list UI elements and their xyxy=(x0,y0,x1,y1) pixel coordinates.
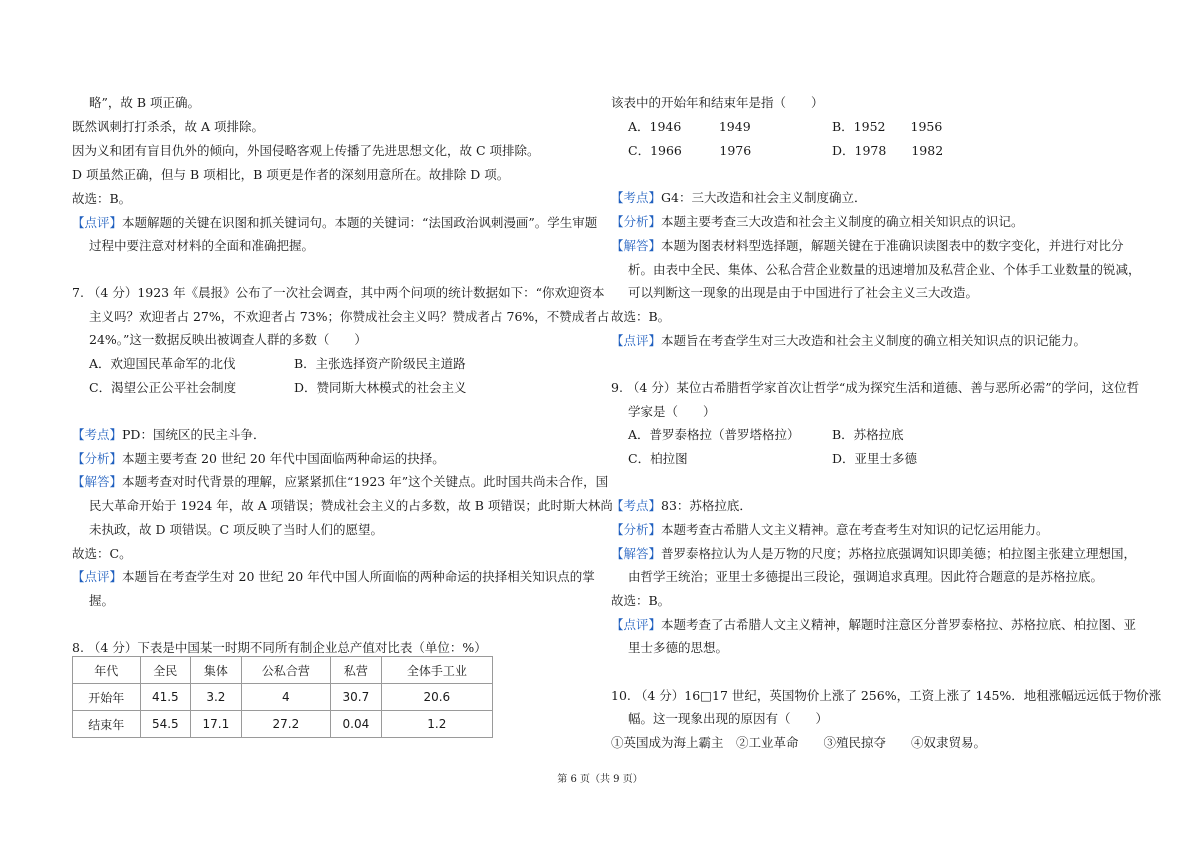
analysis-line xyxy=(611,214,1024,230)
table-header: 年代 xyxy=(73,657,141,684)
text-line: D 项虽然正确，但与 B 项相比，B 项更是作者的深刻用意所在。故排除 D 项。 xyxy=(72,167,510,182)
text-line: 该表中的开始年和结束年是指（ ） xyxy=(611,95,824,110)
table-cell: 0.04 xyxy=(331,711,382,738)
analysis-line xyxy=(72,451,445,467)
option-a: A．欢迎国民革命军的北伐 xyxy=(89,356,236,371)
table-cell: 20.6 xyxy=(381,684,492,711)
knowledge-point-text: G4：三大改造和社会主义制度确立． xyxy=(661,190,867,205)
analysis-tag: 【分析】 xyxy=(611,214,662,229)
data-table xyxy=(72,656,493,738)
solution-line xyxy=(611,238,1124,254)
table-header: 集体 xyxy=(191,657,242,684)
table-row xyxy=(73,684,493,711)
page-footer: 第 6 页（共 9 页） xyxy=(557,774,643,785)
knowledge-point-line xyxy=(611,498,752,514)
table-header: 全体手工业 xyxy=(381,657,492,684)
answer-line: 故选：B。 xyxy=(72,191,132,206)
answer-line: 故选：C。 xyxy=(72,546,132,561)
analysis-tag: 【分析】 xyxy=(72,451,123,466)
text-line: 因为义和团有盲目仇外的倾向，外国侵略客观上传播了先进思想文化，故 C 项排除。 xyxy=(72,143,540,158)
review-tag: 【点评】 xyxy=(72,569,123,584)
text-line: 学家是（ ） xyxy=(628,404,716,419)
table-cell: 3.2 xyxy=(191,684,242,711)
text-line: ①英国成为海上霸主 ②工业革命 ③殖民掠夺 ④奴隶贸易。 xyxy=(611,735,987,750)
table-cell: 41.5 xyxy=(140,684,191,711)
option-d: D．1978 1982 xyxy=(832,143,944,158)
option-c: C．柏拉图 xyxy=(628,451,688,466)
question-10-stem: 10. （4 分）16□17 世纪，英国物价上涨了 256%，工资上涨了 145%．地租涨幅远远低于物价涨 xyxy=(611,688,1162,703)
text-line: 过程中要注意对材料的全面和准确把握。 xyxy=(89,238,315,253)
analysis-text: 本题主要考查三大改造和社会主义制度的确立相关知识点的识记。 xyxy=(661,214,1024,229)
text-line: 略”，故 B 项正确。 xyxy=(89,95,201,110)
option-a: A．普罗泰格拉（普罗塔格拉） xyxy=(628,427,800,442)
table-cell: 54.5 xyxy=(140,711,191,738)
review-text: 本题旨在考查学生对三大改造和社会主义制度的确立相关知识点的识记能力。 xyxy=(661,333,1087,348)
solution-text: 本题考查对时代背景的理解，应紧紧抓住“1923 年”这个关键点。此时国共尚未合作，国 xyxy=(122,474,609,489)
analysis-text: 本题考查古希腊人文主义精神。意在考查考生对知识的记忆运用能力。 xyxy=(661,522,1049,537)
text-line: 民大革命开始于 1924 年，故 A 项错误；赞成社会主义的占多数，故 B 项错误；此时斯大林尚 xyxy=(89,498,613,513)
question-8-stem: 8. （4 分）下表是中国某一时期不同所有制企业总产值对比表（单位：%） xyxy=(72,640,487,655)
review-text: 本题考查了古希腊人文主义精神，解题时注意区分普罗泰格拉、苏格拉底、柏拉图、亚 xyxy=(661,617,1137,632)
knowledge-point-text: 83：苏格拉底． xyxy=(661,498,752,513)
table-cell: 30.7 xyxy=(331,684,382,711)
review-line xyxy=(72,569,595,585)
answer-line: 故选：B。 xyxy=(611,593,671,608)
solution-tag: 【解答】 xyxy=(611,238,662,253)
text-line: 可以判断这一现象的出现是由于中国进行了社会主义三大改造。 xyxy=(628,285,979,300)
option-d: D．赞同斯大林模式的社会主义 xyxy=(294,380,467,395)
text-line: 析。由表中全民、集体、公私合营企业数量的迅速增加及私营企业、个体手工业数量的锐减， xyxy=(628,262,1141,277)
table-cell: 17.1 xyxy=(191,711,242,738)
table-header-row xyxy=(73,657,493,684)
option-c: C．1966 1976 xyxy=(628,143,752,158)
review-line xyxy=(611,617,1136,633)
text-line: 由哲学王统治；亚里士多德提出三段论，强调追求真理。因此符合题意的是苏格拉底。 xyxy=(628,569,1104,584)
analysis-line xyxy=(611,522,1049,538)
knowledge-point-tag: 【考点】 xyxy=(611,190,662,205)
review-tag: 【点评】 xyxy=(611,617,662,632)
review-line xyxy=(72,215,597,231)
table-cell: 27.2 xyxy=(241,711,330,738)
text-line: 幅。这一现象出现的原因有（ ） xyxy=(628,711,829,726)
table-header: 公私合营 xyxy=(241,657,330,684)
review-line xyxy=(611,333,1086,349)
knowledge-point-line xyxy=(611,190,866,206)
text-line: 既然讽刺打打杀杀，故 A 项排除。 xyxy=(72,119,264,134)
review-tag: 【点评】 xyxy=(611,333,662,348)
knowledge-point-line xyxy=(72,427,265,443)
solution-line xyxy=(72,474,608,490)
analysis-text: 本题主要考查 20 世纪 20 年代中国面临两种命运的抉择。 xyxy=(122,451,445,466)
knowledge-point-tag: 【考点】 xyxy=(611,498,662,513)
option-b: B．苏格拉底 xyxy=(832,427,904,442)
analysis-tag: 【分析】 xyxy=(611,522,662,537)
option-b: B．1952 1956 xyxy=(832,119,943,134)
knowledge-point-text: PD：国统区的民主斗争． xyxy=(122,427,266,442)
text-line: 握。 xyxy=(89,593,115,608)
table-header: 私营 xyxy=(331,657,382,684)
table-cell: 开始年 xyxy=(73,684,141,711)
review-text: 本题解题的关键在识图和抓关键词句。本题的关键词：“法国政治讽刺漫画”。学生审题 xyxy=(122,215,598,230)
question-7-stem: 7. （4 分）1923 年《晨报》公布了一次社会调查，其中两个问项的统计数据如下：“你欢迎资本 xyxy=(72,285,605,300)
text-line: 里士多德的思想。 xyxy=(628,640,729,655)
review-text: 本题旨在考查学生对 20 世纪 20 年代中国人所面临的两种命运的抉择相关知识点的掌 xyxy=(122,569,595,584)
text-line: 主义吗？欢迎者占 27%，不欢迎者占 73%；你赞成社会主义吗？赞成者占 76%，不赞成者占 xyxy=(89,309,610,324)
table-cell: 4 xyxy=(241,684,330,711)
option-b: B．主张选择资产阶级民主道路 xyxy=(294,356,466,371)
knowledge-point-tag: 【考点】 xyxy=(72,427,123,442)
answer-line: 故选：B。 xyxy=(611,309,671,324)
option-a: A．1946 1949 xyxy=(628,119,751,134)
table-cell: 结束年 xyxy=(73,711,141,738)
solution-line xyxy=(611,546,1136,562)
solution-text: 本题为图表材料型选择题，解题关键在于准确识读图表中的数字变化，并进行对比分 xyxy=(661,238,1124,253)
table-row xyxy=(73,711,493,738)
table-header: 全民 xyxy=(140,657,191,684)
solution-tag: 【解答】 xyxy=(72,474,123,489)
question-9-stem: 9. （4 分）某位古希腊哲学家首次让哲学“成为探究生活和道德、善与恶所必需”的学问，这位哲 xyxy=(611,380,1140,395)
text-line: 24%。”这一数据反映出被调查人群的多数（ ） xyxy=(89,332,367,347)
option-c: C．渴望公正公平社会制度 xyxy=(89,380,237,395)
review-tag: 【点评】 xyxy=(72,215,123,230)
text-line: 未执政，故 D 项错误。C 项反映了当时人们的愿望。 xyxy=(89,522,384,537)
table-cell: 1.2 xyxy=(381,711,492,738)
solution-tag: 【解答】 xyxy=(611,546,662,561)
solution-text: 普罗泰格拉认为人是万物的尺度；苏格拉底强调知识即美德；柏拉图主张建立理想国， xyxy=(661,546,1137,561)
option-d: D．亚里士多德 xyxy=(832,451,918,466)
